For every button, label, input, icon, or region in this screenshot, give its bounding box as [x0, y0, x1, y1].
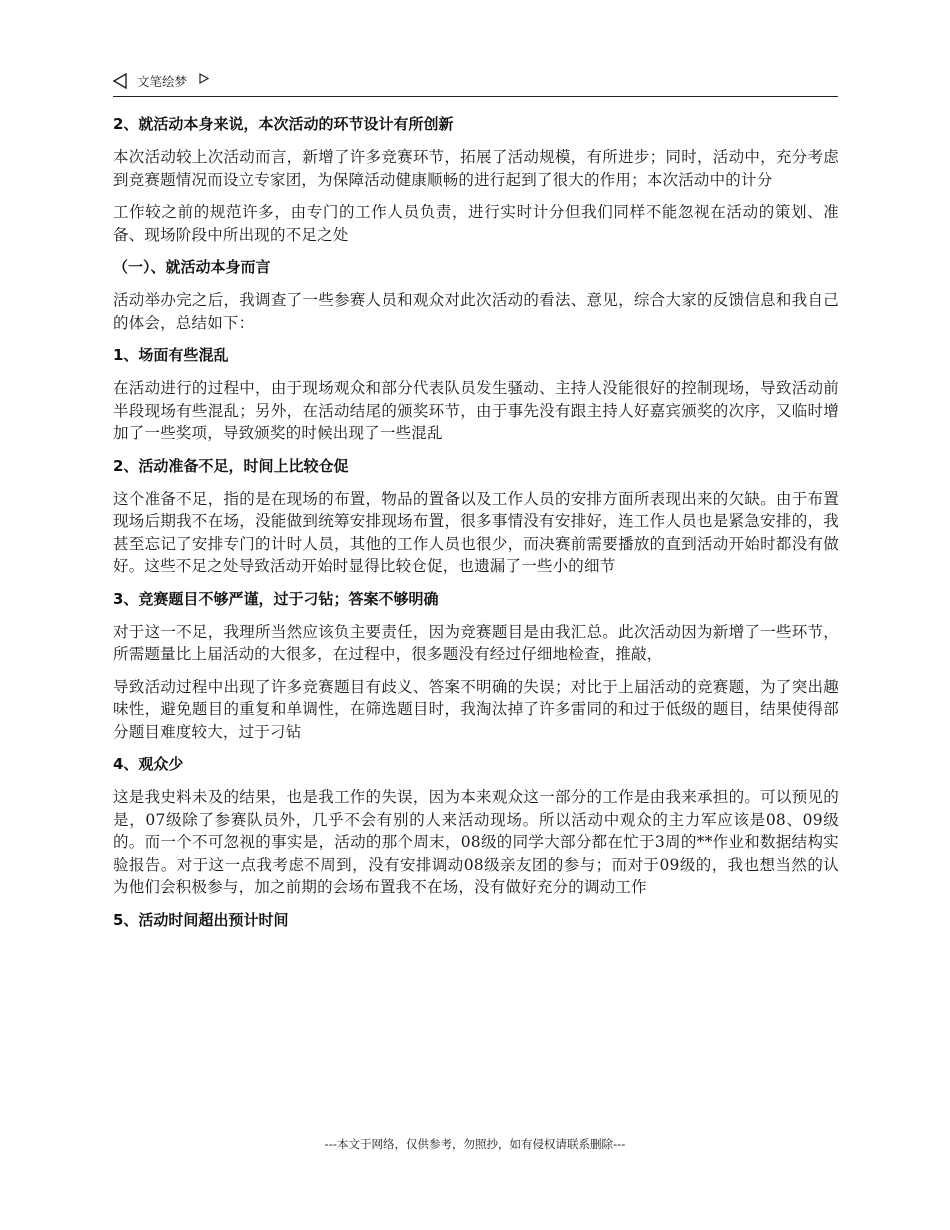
- section-heading: 2、活动准备不足，时间上比较仓促: [113, 456, 349, 475]
- body-paragraph: 本次活动较上次活动而言，新增了许多竞赛环节，拓展了活动规模，有所进步；同时，活动中，充分考虑到竞赛题情况而设立专家团，为保障活动健康顺畅的进行起到了很大的作用；本次活动中的计分: [113, 148, 839, 189]
- section-heading: 3、竞赛题目不够严谨，过于刁钻；答案不够明确: [113, 589, 439, 608]
- body-paragraph: 对于这一不足，我理所当然应该负主要责任，因为竞赛题目是由我汇总。此次活动因为新增了一些环节，所需题量比上届活动的大很多，在过程中，很多题没有经过仔细地检查，推敲，: [113, 622, 839, 663]
- page-footer: ---本文于网络，仅供参考，勿照抄，如有侵权请联系删除---: [324, 1137, 626, 1151]
- section-heading: 1、场面有些混乱: [113, 346, 229, 364]
- body-paragraph: 这个准备不足，指的是在现场的布置，物品的置备以及工作人员的安排方面所表现出来的欠缺。由于布置现场后期我不在场，没能做到统筹安排现场布置，很多事情没有安排好，连工作人员也是紧急安排的，我甚至忘记了安排专门的计时人员，其他的工作人员也很少，而决赛前需要播放的直到活动开始时都没有做好。这些不足之处导致活动开始时显得比较仓促，也遗漏了一些小的细节: [113, 489, 839, 575]
- section-heading: 2、就活动本身来说，本次活动的环节设计有所创新: [113, 115, 454, 133]
- body-paragraph: 这是我史料未及的结果，也是我工作的失误，因为本来观众这一部分的工作是由我来承担的。可以预见的是，07级除了参赛队员外，几乎不会有别的人来活动现场。所以活动中观众的主力军应该是08、09级的。而一个不可忽视的事实是，活动的那个周末，08级的同学大部分都在忙于3周的**作业和数据结构实验报告。对于这一点我考虑不周到，没有安排调动08级亲友团的参与；而对于09级的，我也想当然的认为他们会积极参与，加之前期的会场布置我不在场，没有做好充分的调动工作: [113, 788, 839, 896]
- body-paragraph: 导致活动过程中出现了许多竞赛题目有歧义、答案不明确的失误；对比于上届活动的竞赛题，为了突出趣味性，避免题目的重复和单调性，在筛选题目时，我淘汰掉了许多雷同的和过于低级的题目，结果使得部分题目难度较大，过于刁钻: [113, 677, 839, 741]
- body-paragraph: 活动举办完之后，我调查了一些参赛人员和观众对此次活动的看法、意见，综合大家的反馈信息和我自己的体会，总结如下：: [113, 291, 839, 332]
- left-triangle-icon: [113, 73, 127, 89]
- body-paragraph: 工作较之前的规范许多，由专门的工作人员负责，进行实时计分但我们同样不能忽视在活动的策划、准备、现场阶段中所出现的不足之处: [113, 203, 839, 244]
- right-triangle-icon: [199, 73, 209, 84]
- body-paragraph: 在活动进行的过程中，由于现场观众和部分代表队员发生骚动、主持人没能很好的控制现场，导致活动前半段现场有些混乱；另外，在活动结尾的颁奖环节，由于事先没有跟主持人好嘉宾颁奖的次序，又临时增加了一些奖项，导致颁奖的时候出现了一些混乱: [113, 379, 839, 442]
- document-body: [113, 113, 839, 942]
- section-heading: （一）、就活动本身而言: [113, 258, 271, 276]
- page-header: [113, 70, 838, 97]
- section-heading: 4、观众少: [113, 755, 184, 773]
- header-brand: 文笔绘梦: [137, 74, 188, 89]
- section-heading: 5、活动时间超出预计时间: [113, 910, 289, 929]
